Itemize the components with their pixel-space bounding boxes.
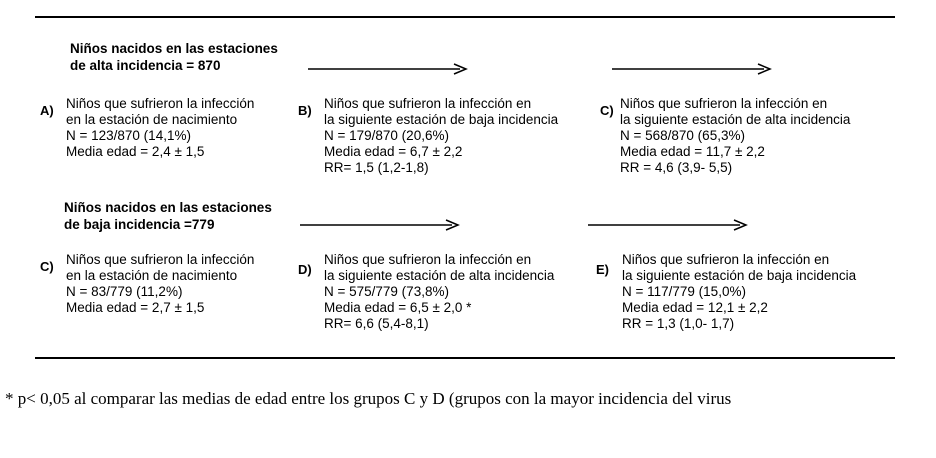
group-e-text: [622, 252, 856, 332]
group-line: Media edad = 6,7 ± 2,2: [324, 144, 463, 159]
group-line: N = 568/870 (65,3%): [620, 128, 745, 143]
bottom-rule: [35, 357, 895, 359]
group-line: Niños que sufrieron la infección en: [620, 96, 828, 111]
heading-baja-line1: Niños nacidos en las estaciones: [64, 200, 272, 215]
group-line: Media edad = 12,1 ± 2,2: [622, 300, 768, 315]
group-line: N = 117/779 (15,0%): [622, 284, 746, 299]
group-line: la siguiente estación de alta incidencia: [324, 268, 555, 283]
group-line: N = 575/779 (73,8%): [324, 284, 449, 299]
group-line: Niños que sufrieron la infección en: [324, 96, 532, 111]
heading-baja-incidencia: [64, 199, 272, 233]
group-line: RR= 6,6 (5,4-8,1): [324, 316, 429, 331]
group-a-text: [66, 96, 254, 160]
group-line: la siguiente estación de baja incidencia: [324, 112, 559, 127]
top-rule: [35, 16, 895, 18]
group-d-text: [324, 252, 554, 332]
group-b-text: [324, 96, 558, 176]
heading-baja-line2: de baja incidencia =779: [64, 217, 215, 232]
group-line: Media edad = 2,7 ± 1,5: [66, 300, 205, 315]
arrow-right-icon: [308, 62, 470, 76]
group-letter-b: B): [298, 103, 312, 118]
heading-alta-line1: Niños nacidos en las estaciones: [70, 41, 278, 56]
group-c2-text: [66, 252, 254, 316]
group-line: N = 123/870 (14,1%): [66, 128, 191, 143]
heading-alta-incidencia: [70, 40, 278, 74]
heading-alta-line2: de alta incidencia = 870: [70, 58, 221, 73]
group-line: Niños que sufrieron la infección: [66, 252, 255, 267]
group-c-text: [620, 96, 850, 176]
group-letter-c: C): [600, 103, 614, 118]
arrow-right-icon: [300, 218, 462, 232]
group-line: RR = 4,6 (3,9- 5,5): [620, 160, 733, 175]
arrow-right-icon: [588, 218, 750, 232]
group-line: N = 179/870 (20,6%): [324, 128, 449, 143]
group-line: N = 83/779 (11,2%): [66, 284, 183, 299]
group-line: Niños que sufrieron la infección en: [622, 252, 830, 267]
group-line: en la estación de nacimiento: [66, 112, 238, 127]
group-letter-e: E): [596, 262, 609, 277]
group-line: RR = 1,3 (1,0- 1,7): [622, 316, 735, 331]
group-letter-a: A): [40, 103, 54, 118]
group-line: RR= 1,5 (1,2-1,8): [324, 160, 429, 175]
arrow-right-icon: [612, 62, 774, 76]
group-line: la siguiente estación de baja incidencia: [622, 268, 857, 283]
group-line: Media edad = 11,7 ± 2,2: [620, 144, 765, 159]
group-line: la siguiente estación de alta incidencia: [620, 112, 851, 127]
group-line: Media edad = 6,5 ± 2,0 *: [324, 300, 472, 315]
group-line: en la estación de nacimiento: [66, 268, 238, 283]
group-letter-c2: C): [40, 259, 54, 274]
group-line: Niños que sufrieron la infección: [66, 96, 255, 111]
footnote: * p< 0,05 al comparar las medias de edad entre los grupos C y D (grupos con la mayor incidencia del virus: [5, 389, 732, 408]
group-letter-d: D): [298, 262, 312, 277]
group-line: Niños que sufrieron la infección en: [324, 252, 532, 267]
group-line: Media edad = 2,4 ± 1,5: [66, 144, 205, 159]
